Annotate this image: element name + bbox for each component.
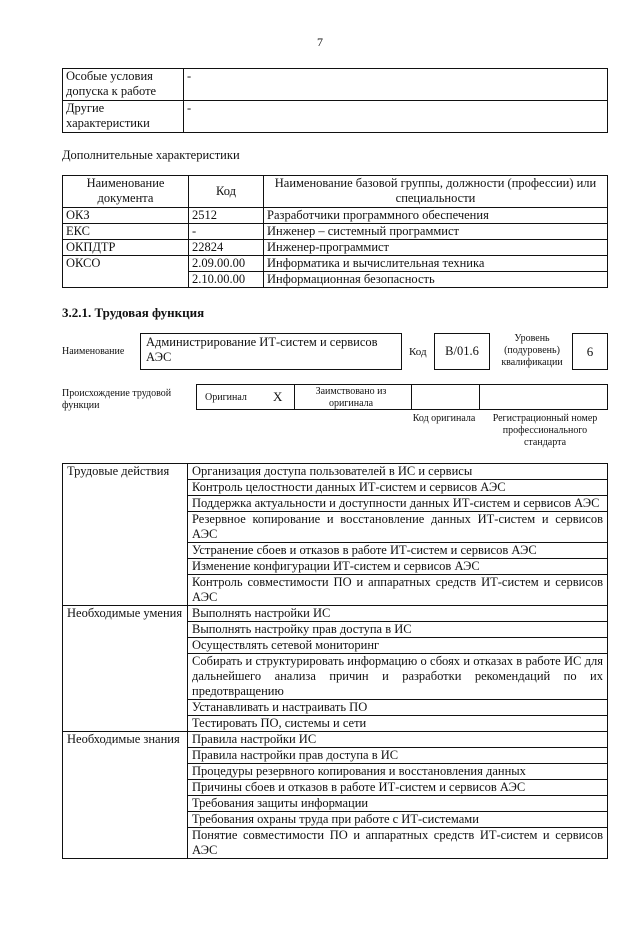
code-cell: 22824 (189, 240, 264, 256)
function-name-label: Наименование (62, 346, 125, 357)
divider (411, 385, 412, 409)
list-item: Собирать и структурировать информацию о сбоях и отказах в работе ИС для дальнейшего анализа причин и разработки рекомендаций по их предотвращению (188, 654, 608, 700)
code-cell: 2.09.00.00 (189, 256, 264, 272)
borrowed-label: Заимствовано из оригинала (315, 386, 387, 409)
table-row (63, 256, 608, 272)
row-value: - (184, 101, 608, 133)
original-mark: X (273, 389, 283, 404)
code-cell: 2512 (189, 208, 264, 224)
list-item: Организация доступа пользователей в ИС и сервисы (188, 464, 608, 480)
code-label: Код (409, 346, 427, 358)
doc-cell: ОКПДТР (63, 240, 189, 256)
header-cell: Код (189, 176, 264, 208)
table-row (63, 224, 608, 240)
function-code-value: B/01.6 (434, 333, 490, 370)
table-header-row (63, 176, 608, 208)
original-label: Оригинал (205, 392, 247, 403)
code-original-caption: Код оригинала (412, 413, 476, 424)
divider (479, 385, 480, 409)
group-label: Необходимые умения (63, 606, 188, 732)
name-cell: Информационная безопасность (264, 272, 608, 288)
table-row (63, 464, 608, 480)
row-value: - (184, 69, 608, 101)
doc-cell: ОКСО (63, 256, 189, 288)
list-item: Требования охраны труда при работе с ИТ-системами (188, 812, 608, 828)
list-item: Правила настройки ИС (188, 732, 608, 748)
level-value: 6 (572, 333, 608, 370)
divider (294, 385, 295, 409)
row-label: Другие характеристики (63, 101, 184, 133)
table-row (63, 69, 608, 101)
group-label: Необходимые знания (63, 732, 188, 859)
list-item: Осуществлять сетевой мониторинг (188, 638, 608, 654)
header-cell: Наименование документа (63, 176, 189, 208)
list-item: Понятие совместимости ПО и аппаратных средств ИТ-систем и сервисов АЭС (188, 828, 608, 859)
reg-number-caption: Регистрационный номер профессионального стандарта (492, 413, 598, 448)
name-cell: Информатика и вычислительная техника (264, 256, 608, 272)
list-item: Причины сбоев и отказов в работе ИТ-систем и сервисов АЭС (188, 780, 608, 796)
table-row (63, 606, 608, 622)
table-row (63, 732, 608, 748)
row-label: Особые условия допуска к работе (63, 69, 184, 101)
list-item: Выполнять настройку прав доступа в ИС (188, 622, 608, 638)
list-item: Поддержка актуальности и доступности данных ИТ-систем и сервисов АЭС (188, 496, 608, 512)
table-row (63, 101, 608, 133)
function-name-value: Администрирование ИТ-систем и сервисов АЭС (140, 333, 402, 370)
special-conditions-table (62, 68, 608, 133)
labor-function-table (62, 463, 608, 859)
classification-table (62, 175, 608, 288)
extra-characteristics-title: Дополнительные характеристики (62, 148, 240, 162)
doc-cell: ЕКС (63, 224, 189, 240)
level-label: Уровень (подуровень) квалификации (501, 333, 563, 368)
table-row (63, 208, 608, 224)
list-item: Контроль целостности данных ИТ-систем и сервисов АЭС (188, 480, 608, 496)
name-cell: Инженер – системный программист (264, 224, 608, 240)
doc-cell: ОКЗ (63, 208, 189, 224)
code-cell: 2.10.00.00 (189, 272, 264, 288)
section-title: 3.2.1. Трудовая функция (62, 305, 205, 320)
table-row (63, 240, 608, 256)
list-item: Выполнять настройки ИС (188, 606, 608, 622)
origin-label: Происхождение трудовой функции (62, 388, 172, 411)
list-item: Резервное копирование и восстановление данных ИТ-систем и сервисов АЭС (188, 512, 608, 543)
list-item: Правила настройки прав доступа в ИС (188, 748, 608, 764)
group-label: Трудовые действия (63, 464, 188, 606)
name-cell: Инженер-программист (264, 240, 608, 256)
list-item: Процедуры резервного копирования и восстановления данных (188, 764, 608, 780)
code-cell: - (189, 224, 264, 240)
list-item: Контроль совместимости ПО и аппаратных средств ИТ-систем и сервисов АЭС (188, 575, 608, 606)
origin-row (196, 384, 608, 410)
list-item: Тестировать ПО, системы и сети (188, 716, 608, 732)
list-item: Требования защиты информации (188, 796, 608, 812)
list-item: Устанавливать и настраивать ПО (188, 700, 608, 716)
name-cell: Разработчики программного обеспечения (264, 208, 608, 224)
list-item: Изменение конфигурации ИТ-систем и сервисов АЭС (188, 559, 608, 575)
header-cell: Наименование базовой группы, должности (профессии) или специальности (264, 176, 608, 208)
list-item: Устранение сбоев и отказов в работе ИТ-систем и сервисов АЭС (188, 543, 608, 559)
page-number: 7 (317, 35, 323, 49)
